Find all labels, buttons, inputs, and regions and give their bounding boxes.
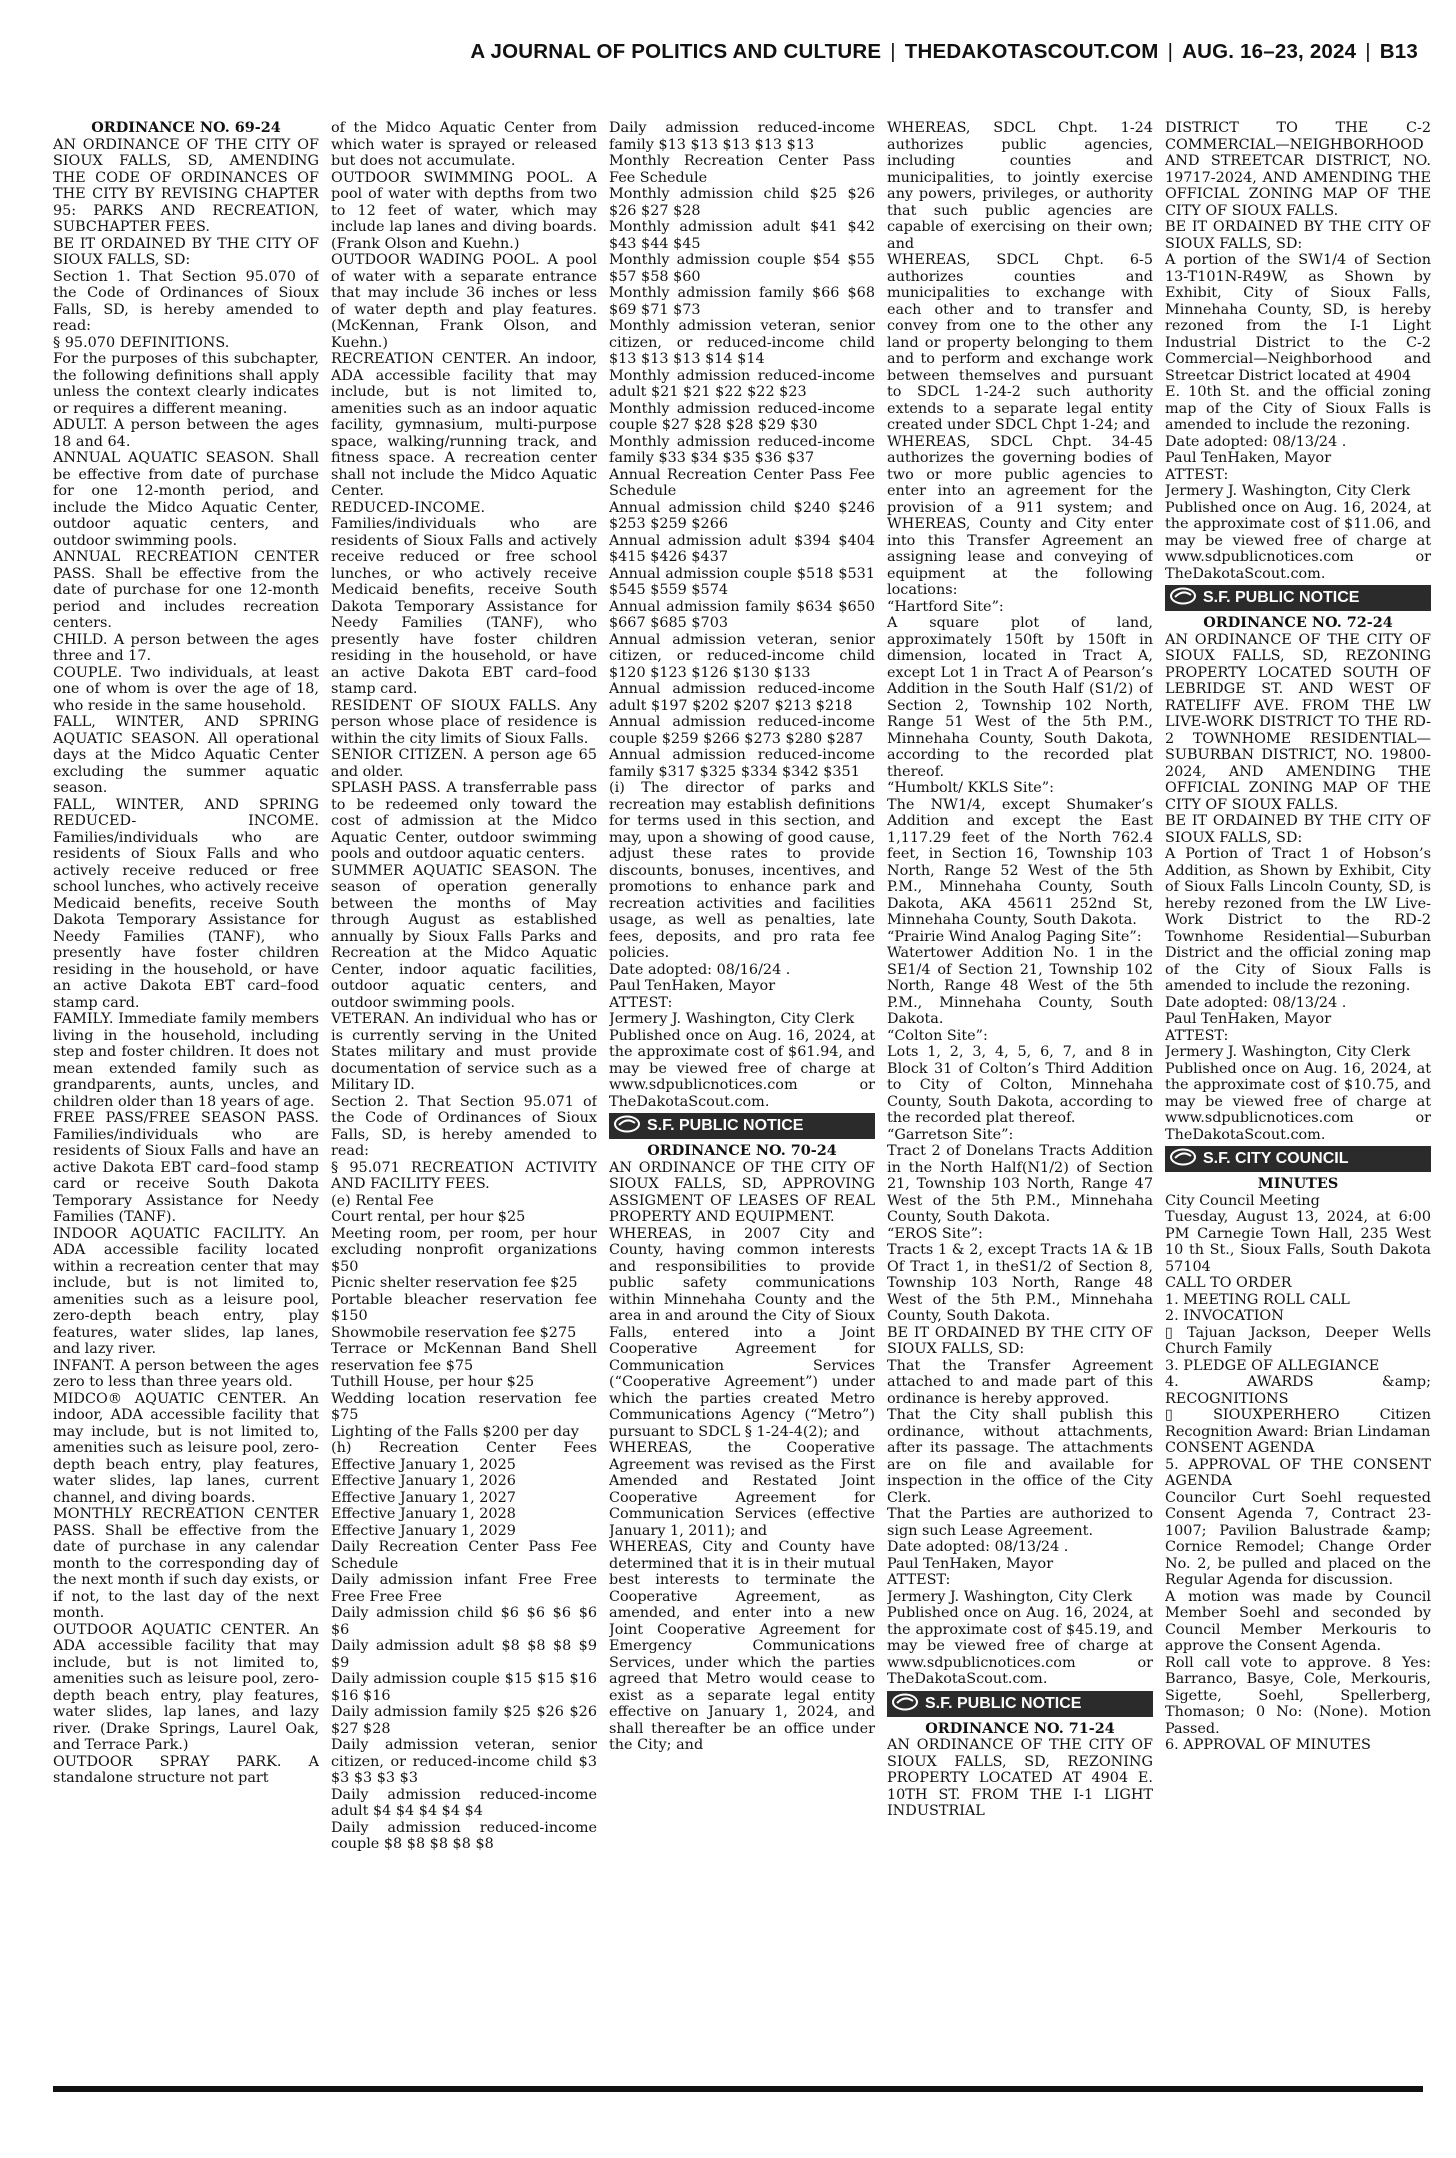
notice-paragraph: E. 10th St. and the official zoning map of the City of Sioux Falls is amended to include the rezoning. <box>1165 384 1431 433</box>
notice-paragraph: Daily Recreation Center Pass Fee Schedule <box>331 1539 597 1572</box>
masthead-separator: | <box>1167 40 1174 63</box>
notice-paragraph: Date adopted: 08/16/24 . <box>609 961 791 978</box>
notice-paragraph: Jermery J. Washington, City Clerk <box>1165 483 1411 499</box>
notice-paragraph: INDOOR AQUATIC FACILITY. An ADA accessible facility located within a recreation center that may include, but is not limited to, amenities such as a leisure pool, zero-depth beach entry, play features, water slides, lap lanes, and lazy river. <box>53 1225 319 1357</box>
notice-paragraph: Daily admission reduced-income couple $8 $8 $8 $8 $8 <box>331 1819 597 1852</box>
bottom-rule <box>53 2086 1423 2092</box>
notice-paragraph: Terrace or McKennan Band Shell reservation fee $75 <box>331 1341 597 1374</box>
notice-paragraph: CALL TO ORDER <box>1165 1275 1292 1291</box>
notice-paragraph: Portable bleacher reservation fee $150 <box>331 1291 597 1324</box>
notice-paragraph: A portion of the SW1/4 of Section 13-T101N-R49W, as Shown by Exhibit, City of Sioux Falls, Minnehaha County, SD, is hereby rezoned from the I-1 Light Industrial District to the C-2 Commercial—Neighborhood and Streetcar District located at 4904 <box>1165 252 1431 384</box>
notice-paragraph: Monthly admission family $66 $68 $69 $71 $73 <box>609 285 875 318</box>
notice-paragraph: FALL, WINTER, AND SPRING REDUCED- INCOME. Families/individuals who are residents of Sioux Falls and who actively receive reduced or free school lunches, who actively receive Medicaid benefits, receive South Dakota Temporary Assistance for Needy Families (TANF), who presently have foster children residing in the household, or have an active Dakota EBT card–food stamp card. <box>53 796 319 1011</box>
notice-paragraph: FAMILY. Immediate family members living in the household, including step and foster children. It does not mean extended family such as grandparents, aunts, uncles, and children older than 18 years of age. <box>53 1011 319 1110</box>
column-1 <box>53 120 319 2078</box>
notice-paragraph: OUTDOOR AQUATIC CENTER. An ADA accessible facility that may include, but is not limited to, amenities such as leisure pool, zero-depth beach entry, play features, water slides, lap lanes, and lazy river. (Drake Springs, Laurel Oak, and Terrace Park.) <box>53 1621 319 1753</box>
notice-paragraph: AN ORDINANCE OF THE CITY OF SIOUX FALLS, SD, REZONING PROPERTY LOCATED SOUTH OF LEBRIDGE ST. AND WEST OF RATELIFF AVE. FROM THE LW LIVE-WORK DISTRICT TO THE RD-2 TOWNHOME RESIDENTIAL—SUBURBAN DISTRICT, NO. 19800-2024, AND AMENDING THE OFFICIAL ZONING MAP OF THE CITY OF SIOUX FALLS. <box>1165 631 1431 813</box>
notice-paragraph: Annual admission child $240 $246 $253 $259 $266 <box>609 499 875 532</box>
notice-paragraph: Tuesday, August 13, 2024, at 6:00 PM Carnegie Town Hall, 235 West 10 th St., Sioux Falls, South Dakota 57104 <box>1165 1209 1431 1275</box>
masthead-separator: | <box>890 40 896 63</box>
notice-paragraph: Annual admission veteran, senior citizen, or reduced-income child $120 $123 $126 $130 $133 <box>609 631 875 681</box>
notice-paragraph: Section 1. That Section 95.070 of the Code of Ordinances of Sioux Falls, SD, is hereby amended to read: <box>53 268 319 334</box>
sf-logo-icon <box>1169 587 1197 605</box>
notice-paragraph: ADULT. A person between the ages 18 and 64. <box>53 417 319 450</box>
notice-paragraph: CHILD. A person between the ages three and 17. <box>53 631 319 664</box>
notice-paragraph: Effective January 1, 2029 <box>331 1522 516 1539</box>
notice-paragraph: Daily admission infant Free Free Free Free Free <box>331 1572 597 1605</box>
notice-paragraph: Jermery J. Washington, City Clerk <box>1165 1044 1411 1060</box>
notice-paragraph: “Humbolt/ KKLS Site”: <box>887 780 1054 796</box>
notice-paragraph: REDUCED-INCOME. Families/individuals who are residents of Sioux Falls and actively receive reduced or free school lunches, or who actively receive Medicaid benefits, receive South Dakota Temporary Assistance for Needy Families (TANF), who presently have foster children residing in the household, or have an active Dakota EBT card–food stamp card. <box>331 499 597 697</box>
column-5 <box>1165 120 1431 2078</box>
public-notice-banner <box>887 1691 1153 1717</box>
notice-paragraph: ATTEST: <box>609 994 673 1011</box>
notice-paragraph: Daily admission couple $15 $15 $16 $16 $16 <box>331 1671 597 1704</box>
notice-heading: MINUTES <box>1257 1175 1339 1192</box>
notice-paragraph: 6. APPROVAL OF MINUTES <box>1165 1737 1371 1753</box>
notice-paragraph: Paul TenHaken, Mayor <box>887 1555 1054 1572</box>
notice-paragraph: Monthly admission reduced-income adult $21 $21 $22 $22 $23 <box>609 367 875 400</box>
notice-paragraph: Date adopted: 08/13/24 . <box>1165 433 1347 450</box>
notice-paragraph: ATTEST: <box>887 1572 951 1588</box>
notice-paragraph: Effective January 1, 2027 <box>331 1489 516 1506</box>
ordinance-71-24 <box>887 1721 1153 1820</box>
notice-paragraph: “Garretson Site”: <box>887 1126 1014 1143</box>
public-notice-banner <box>609 1113 875 1139</box>
notice-paragraph: A motion was made by Council Member Soehl and seconded by Council Member Merkouris to approve the Consent Agenda. <box>1165 1588 1431 1654</box>
notice-paragraph: Annual Recreation Center Pass Fee Schedule <box>609 466 875 499</box>
notice-paragraph: Monthly admission reduced-income family $33 $34 $35 $36 $37 <box>609 433 875 466</box>
notice-paragraph: Annual admission reduced-income adult $197 $202 $207 $213 $218 <box>609 681 875 714</box>
public-notice-banner <box>1165 585 1431 611</box>
notice-paragraph: Jermery J. Washington, City Clerk <box>609 1011 855 1027</box>
notice-paragraph: Annual admission couple $518 $531 $545 $559 $574 <box>609 565 875 598</box>
notice-paragraph: WHEREAS, the Cooperative Agreement was revised as the First Amended and Restated Joint Cooperative Agreement for Communication Services (effective January 1, 2011); and <box>609 1440 875 1539</box>
notice-paragraph: ▯ Tajuan Jackson, Deeper Wells Church Family <box>1165 1324 1431 1357</box>
notice-paragraph: SUMMER AQUATIC SEASON. The season of operation generally between the months of May through August as established annually by Sioux Falls Parks and Recreation at the Midco Aquatic Center, indoor aquatic facilities, outdoor aquatic centers, and outdoor swimming pools. <box>331 862 597 1011</box>
notice-paragraph: Wedding location reservation fee $75 <box>331 1390 597 1423</box>
council-minutes <box>1165 1176 1431 1754</box>
notice-paragraph: Meeting room, per room, per hour excluding nonprofit organizations $50 <box>331 1225 597 1275</box>
notice-paragraph: Published once on Aug. 16, 2024, at the approximate cost of $10.75, and may be viewed free of charge at www.sdpublicnotices.com or TheDakotaScout.com. <box>1165 1060 1431 1143</box>
notice-paragraph: That the Parties are authorized to sign such Lease Agreement. <box>887 1506 1153 1539</box>
notice-paragraph: “Prairie Wind Analog Paging Site”: <box>887 928 1142 945</box>
public-notice-label: S.F. PUBLIC NOTICE <box>925 1694 1082 1712</box>
notice-paragraph: ATTEST: <box>1165 466 1229 483</box>
notice-paragraph: BE IT ORDAINED BY THE CITY OF SIOUX FALLS, SD: <box>53 235 319 268</box>
notice-paragraph: “Hartford Site”: <box>887 598 1004 615</box>
notice-paragraph: (i) The director of parks and recreation may establish definitions for terms used in this section, and may, upon a showing of good cause, adjust these rates to provide discounts, bonuses, incentives, and promotions to enhance park and recreation activities and facilities usage, as well as penalties, late fees, deposits, and pro rata fee policies. <box>609 780 875 961</box>
notice-paragraph: Court rental, per hour $25 <box>331 1209 526 1225</box>
ordinance-69-24-fee-schedule <box>609 120 875 1110</box>
notice-paragraph: WHEREAS, City and County have determined that it is in their mutual best interests to terminate the Cooperative Agreement, as amended, and enter into a new Joint Cooperative Agreement for Emergency Communications Services, under which the parties agreed that Metro would cease to exist as a separate legal entity effective on January 1, 2024, and shall thereafter be an office under the City; and <box>609 1539 875 1753</box>
notice-paragraph: Paul TenHaken, Mayor <box>1165 450 1332 466</box>
sf-logo-icon <box>1169 1148 1197 1166</box>
notice-paragraph: Watertower Addition No. 1 in the SE1/4 of Section 21, Township 102 North, Range 48 West of the 5th P.M., Minnehaha County, South Dakota. <box>887 945 1153 1027</box>
notice-paragraph: Tract 2 of Donelans Tracts Addition in the North Half(N1/2) of Section 21, Township 103 North, Range 47 West of the 5th P.M., Minnehaha County, South Dakota. <box>887 1143 1153 1225</box>
ordinance-69-24 <box>53 120 319 1787</box>
notice-paragraph: Published once on Aug. 16, 2024, at the approximate cost of $61.94, and may be viewed free of charge at www.sdpublicnotices.com or TheDakotaScout.com. <box>609 1027 875 1110</box>
sf-logo-icon <box>613 1115 641 1133</box>
notice-paragraph: MONTHLY RECREATION CENTER PASS. Shall be effective from the date of purchase in any calendar month to the corresponding day of the next month if such day exists, or if not, to the last day of the next month. <box>53 1506 319 1621</box>
notice-paragraph: Monthly Recreation Center Pass Fee Schedule <box>609 153 875 186</box>
column-3 <box>609 120 875 2078</box>
notice-paragraph: Published once on Aug. 16, 2024, at the approximate cost of $45.19, and may be viewed free of charge at www.sdpublicnotices.com or TheDakotaScout.com. <box>887 1605 1153 1687</box>
notice-paragraph: WHEREAS, SDCL Chpt. 1-24 authorizes public agencies, including counties and municipalities, to jointly exercise any powers, privileges, or authority that such public agencies are capable of exercising on their own; and <box>887 120 1153 252</box>
notice-paragraph: Annual admission reduced-income couple $259 $266 $273 $280 $287 <box>609 714 875 747</box>
notice-paragraph: DISTRICT TO THE C-2 COMMERCIAL—NEIGHBORHOOD AND STREETCAR DISTRICT, NO. 19717-2024, AND AMENDING THE OFFICIAL ZONING MAP OF THE CITY OF SIOUX FALLS. <box>1165 120 1431 219</box>
notice-paragraph: AN ORDINANCE OF THE CITY OF SIOUX FALLS, SD, AMENDING THE CODE OF ORDINANCES OF THE CITY BY REVISING CHAPTER 95: PARKS AND RECREATION, SUBCHAPTER FEES. <box>53 136 319 235</box>
notice-paragraph: Effective January 1, 2026 <box>331 1473 516 1489</box>
public-notice-label: S.F. PUBLIC NOTICE <box>647 1117 804 1134</box>
notice-paragraph: 3. PLEDGE OF ALLEGIANCE <box>1165 1357 1380 1374</box>
notice-paragraph: of the Midco Aquatic Center from which water is sprayed or released but does not accumulate. <box>331 120 597 169</box>
journal-tagline: A JOURNAL OF POLITICS AND CULTURE <box>470 40 882 63</box>
notice-paragraph: BE IT ORDAINED BY THE CITY OF SIOUX FALLS, SD: <box>1165 219 1431 252</box>
notice-paragraph: Annual admission family $634 $650 $667 $685 $703 <box>609 598 875 631</box>
notice-paragraph: Daily admission veteran, senior citizen, or reduced-income child $3 $3 $3 $3 $3 <box>331 1737 597 1786</box>
notice-paragraph: Picnic shelter reservation fee $25 <box>331 1275 578 1291</box>
notice-paragraph: COUPLE. Two individuals, at least one of whom is over the age of 18, who reside in the same household. <box>53 664 319 714</box>
notice-paragraph: 4. AWARDS &amp; RECOGNITIONS <box>1165 1374 1431 1407</box>
notice-paragraph: FALL, WINTER, AND SPRING AQUATIC SEASON. All operational days at the Midco Aquatic Center excluding the summer aquatic season. <box>53 714 319 796</box>
notice-paragraph: RECREATION CENTER. An indoor, ADA accessible facility that may include, but is not limited to, amenities such as an indoor aquatic facility, gymnasium, multi-purpose space, walking/running track, and fitness space. A recreation center shall not include the Midco Aquatic Center. <box>331 351 597 499</box>
notice-paragraph: ANNUAL RECREATION CENTER PASS. Shall be effective from the date of purchase for one 12-month period and includes recreation centers. <box>53 549 319 631</box>
notice-paragraph: For the purposes of this subchapter, the following definitions shall apply unless the context clearly indicates or requires a different meaning. <box>53 351 319 417</box>
notice-paragraph: Published once on Aug. 16, 2024, at the approximate cost of $11.06, and may be viewed free of charge at www.sdpublicnotices.com or TheDakotaScout.com. <box>1165 499 1431 582</box>
notice-paragraph: Tracts 1 & 2, except Tracts 1A & 1B Of Tract 1, in theS1/2 of Section 8, Township 103 North, Range 48 West of the 5th P.M., Minnehaha County, South Dakota. <box>887 1242 1153 1324</box>
notice-heading: ORDINANCE NO. 70-24 <box>647 1142 837 1159</box>
notice-paragraph: WHEREAS, SDCL Chpt. 6-5 authorizes counties and municipalities to exchange with each other and to transfer and convey from one to the other any land or property belonging to them and to perform and exchange work between themselves and pursuant to SDCL 1-24-2 such authority extends to a separate legal entity created under SDCL Chpt 1-24; and <box>887 252 1153 433</box>
notice-paragraph: Jermery J. Washington, City Clerk <box>887 1588 1133 1605</box>
notice-paragraph: (h) Recreation Center Fees Effective January 1, 2025 <box>331 1440 597 1473</box>
ordinance-72-24 <box>1165 615 1431 1143</box>
notice-columns <box>53 120 1431 2078</box>
notice-paragraph: Date adopted: 08/13/24 . <box>1165 994 1347 1011</box>
notice-paragraph: INFANT. A person between the ages zero to less than three years old. <box>53 1357 319 1390</box>
notice-paragraph: Councilor Curt Soehl requested Consent Agenda 7, Contract 23-1007; Pavilion Balustrade &amp; Cornice Remodel; Change Order No. 2, be pulled and placed on the Regular Agenda for discussion. <box>1165 1489 1431 1588</box>
notice-paragraph: A Portion of Tract 1 of Hobson’s Addition, as Shown by Exhibit, City of Sioux Falls Lincoln County, SD, is hereby rezoned from the LW Live-Work District to the RD-2 Townhome Residential—Suburban District and the official zoning map of the City of Sioux Falls is amended to include the rezoning. <box>1165 846 1431 994</box>
notice-paragraph: Lots 1, 2, 3, 4, 5, 6, 7, and 8 in Block 31 of Colton’s Third Addition to City of Colton, Minnehaha County, South Dakota, according to the recorded plat thereof. <box>887 1044 1153 1126</box>
notice-paragraph: SPLASH PASS. A transferrable pass to be redeemed only toward the cost of admission at the Midco Aquatic Center, outdoor swimming pools and outdoor aquatic centers. <box>331 780 597 862</box>
notice-paragraph: (e) Rental Fee <box>331 1192 434 1209</box>
notice-paragraph: 2. INVOCATION <box>1165 1308 1284 1324</box>
ordinance-70-24 <box>609 1143 875 1754</box>
city-council-banner <box>1165 1146 1431 1172</box>
notice-paragraph: Daily admission reduced-income family $13 $13 $13 $13 $13 <box>609 120 875 153</box>
notice-paragraph: ATTEST: <box>1165 1027 1229 1044</box>
notice-paragraph: SENIOR CITIZEN. A person age 65 and older. <box>331 747 597 780</box>
notice-paragraph: That the City shall publish this ordinance, without attachments, after its passage. The attachments are on file and available for inspection in the office of the City Clerk. <box>887 1407 1153 1506</box>
notice-paragraph: FREE PASS/FREE SEASON PASS. Families/individuals who are residents of Sioux Falls and have an active Dakota EBT card–food stamp card or receive South Dakota Temporary Assistance for Needy Families (TANF). <box>53 1110 319 1225</box>
notice-paragraph: Lighting of the Falls $200 per day <box>331 1423 579 1440</box>
notice-paragraph: Daily admission family $25 $26 $26 $27 $28 <box>331 1704 597 1737</box>
notice-paragraph: Daily admission reduced-income adult $4 $4 $4 $4 $4 <box>331 1786 597 1819</box>
notice-paragraph: VETERAN. An individual who has or is currently serving in the United States military and must provide documentation of service such as a Military ID. <box>331 1011 597 1093</box>
notice-paragraph: § 95.071 RECREATION ACTIVITY AND FACILITY FEES. <box>331 1159 597 1192</box>
notice-paragraph: “Colton Site”: <box>887 1027 988 1044</box>
column-2 <box>331 120 597 2078</box>
notice-paragraph: Monthly admission child $25 $26 $26 $27 $28 <box>609 186 875 219</box>
sf-logo-icon <box>891 1693 919 1711</box>
notice-paragraph: Paul TenHaken, Mayor <box>609 978 776 994</box>
notice-paragraph: Monthly admission veteran, senior citizen, or reduced-income child $13 $13 $13 $14 $14 <box>609 318 875 367</box>
notice-paragraph: MIDCO® AQUATIC CENTER. An indoor, ADA accessible facility that may include, but is not limited to, amenities such as leisure pool, zero-depth beach entry, play features, water slides, lap lanes, current channel, and diving boards. <box>53 1390 319 1506</box>
site-url[interactable]: THEDAKOTASCOUT.COM <box>904 40 1159 63</box>
notice-paragraph: BE IT ORDAINED BY THE CITY OF SIOUX FALLS, SD: <box>887 1324 1153 1357</box>
notice-paragraph: ANNUAL AQUATIC SEASON. Shall be effective from date of purchase for one 12-month period, and include the Midco Aquatic Center, outdoor aquatic centers, and outdoor swimming pools. <box>53 450 319 549</box>
city-council-label: S.F. CITY COUNCIL <box>1203 1150 1349 1167</box>
ordinance-71-24-continued <box>1165 120 1431 582</box>
masthead <box>0 40 1418 80</box>
notice-paragraph: Daily admission adult $8 $8 $8 $9 $9 <box>331 1638 597 1671</box>
page-number: B13 <box>1379 40 1418 63</box>
notice-heading: ORDINANCE NO. 71-24 <box>925 1719 1115 1737</box>
notice-paragraph: § 95.070 DEFINITIONS. <box>53 334 230 351</box>
ordinance-70-24-continued <box>887 120 1153 1688</box>
issue-date: AUG. 16–23, 2024 <box>1182 40 1357 63</box>
notice-paragraph: CONSENT AGENDA <box>1165 1440 1315 1456</box>
notice-paragraph: “EROS Site”: <box>887 1225 983 1242</box>
notice-paragraph: Effective January 1, 2028 <box>331 1506 516 1522</box>
notice-paragraph: Annual admission reduced-income family $317 $325 $334 $342 $351 <box>609 747 875 780</box>
notice-paragraph: 1. MEETING ROLL CALL <box>1165 1291 1350 1308</box>
masthead-separator: | <box>1365 40 1371 63</box>
column-4 <box>887 120 1153 2078</box>
notice-paragraph: A square plot of land, approximately 150ft by 150ft in dimension, located in Tract A, except Lot 1 in Tract A of Pearson’s Addition in the South Half (S1/2) of Section 2, Township 102 North, Range 51 West of the 5th P.M., Minnehaha County, South Dakota, according to the recorded plat thereof. <box>887 615 1153 780</box>
notice-paragraph: OUTDOOR SPRAY PARK. A standalone structure not part <box>53 1753 319 1786</box>
notice-paragraph: BE IT ORDAINED BY THE CITY OF SIOUX FALLS, SD: <box>1165 813 1431 846</box>
notice-paragraph: Monthly admission couple $54 $55 $57 $58 $60 <box>609 252 875 285</box>
notice-paragraph: Section 2. That Section 95.071 of the Code of Ordinances of Sioux Falls, SD, is hereby amended to read: <box>331 1093 597 1159</box>
notice-paragraph: Monthly admission adult $41 $42 $43 $44 $45 <box>609 219 875 252</box>
notice-paragraph: AN ORDINANCE OF THE CITY OF SIOUX FALLS, SD, REZONING PROPERTY LOCATED AT 4904 E. 10TH ST. FROM THE I-1 LIGHT INDUSTRIAL <box>887 1737 1153 1819</box>
notice-paragraph: ▯ SIOUXPERHERO Citizen Recognition Award: Brian Lindaman <box>1165 1407 1431 1440</box>
notice-heading: ORDINANCE NO. 72-24 <box>1203 614 1393 631</box>
notice-paragraph: Daily admission child $6 $6 $6 $6 $6 <box>331 1605 597 1638</box>
notice-paragraph: Roll call vote to approve. 8 Yes: Barranco, Basye, Cole, Merkouris, Sigette, Soehl, Spellerberg, Thomason; 0 No: (None). Motion Passed. <box>1165 1654 1431 1737</box>
notice-paragraph: Annual admission adult $394 $404 $415 $426 $437 <box>609 532 875 565</box>
notice-paragraph: That the Transfer Agreement attached to and made part of this ordinance is hereby approved. <box>887 1357 1153 1407</box>
ordinance-69-24-continued <box>331 120 597 1853</box>
public-notice-label: S.F. PUBLIC NOTICE <box>1203 589 1360 606</box>
notice-paragraph: WHEREAS, in 2007 City and County, having common interests and responsibilities to provide public safety communications within Minnehaha County and the area in and around the City of Sioux Falls, entered into a Joint Cooperative Agreement for Communication Services (“Cooperative Agreement”) under which the parties created Metro Communications Agency (“Metro”) pursuant to SDCL § 1-24-4(2); and <box>609 1225 875 1440</box>
notice-paragraph: Paul TenHaken, Mayor <box>1165 1011 1332 1027</box>
notice-paragraph: AN ORDINANCE OF THE CITY OF SIOUX FALLS, SD, APPROVING ASSIGMENT OF LEASES OF REAL PROPERTY AND EQUIPMENT. <box>609 1159 875 1225</box>
notice-paragraph: City Council Meeting <box>1165 1192 1320 1209</box>
notice-paragraph: Monthly admission reduced-income couple $27 $28 $28 $29 $30 <box>609 400 875 433</box>
notice-paragraph: Tuthill House, per hour $25 <box>331 1374 535 1390</box>
notice-paragraph: WHEREAS, SDCL Chpt. 34-45 authorizes the governing bodies of two or more public agencies to enter into an agreement for the provision of a 911 system; and WHEREAS, County and City enter into this Transfer Agreement an assigning lease and conveying of equipment at the following locations: <box>887 433 1153 598</box>
notice-paragraph: Showmobile reservation fee $275 <box>331 1324 577 1341</box>
notice-paragraph: The NW1/4, except Shumaker’s Addition and except the East 1,117.29 feet of the North 762.4 feet, in Section 16, Township 103 North, Range 52 West of the 5th P.M., Minnehaha County, South Dakota, AKA 45611 252nd St, Minnehaha County, South Dakota. <box>887 796 1153 928</box>
notice-paragraph: OUTDOOR WADING POOL. A pool of water with a separate entrance that may include 36 inches or less of water depth and play features. (McKennan, Frank Olson, and Kuehn.) <box>331 252 597 351</box>
notice-paragraph: OUTDOOR SWIMMING POOL. A pool of water with depths from two to 12 feet of water, which may include lap lanes and diving boards. (Frank Olson and Kuehn.) <box>331 169 597 252</box>
notice-paragraph: RESIDENT OF SIOUX FALLS. Any person whose place of residence is within the city limits of Sioux Falls. <box>331 697 597 747</box>
notice-heading: ORDINANCE NO. 69-24 <box>91 120 281 136</box>
notice-paragraph: 5. APPROVAL OF THE CONSENT AGENDA <box>1165 1456 1431 1489</box>
notice-paragraph: Date adopted: 08/13/24 . <box>887 1539 1069 1555</box>
